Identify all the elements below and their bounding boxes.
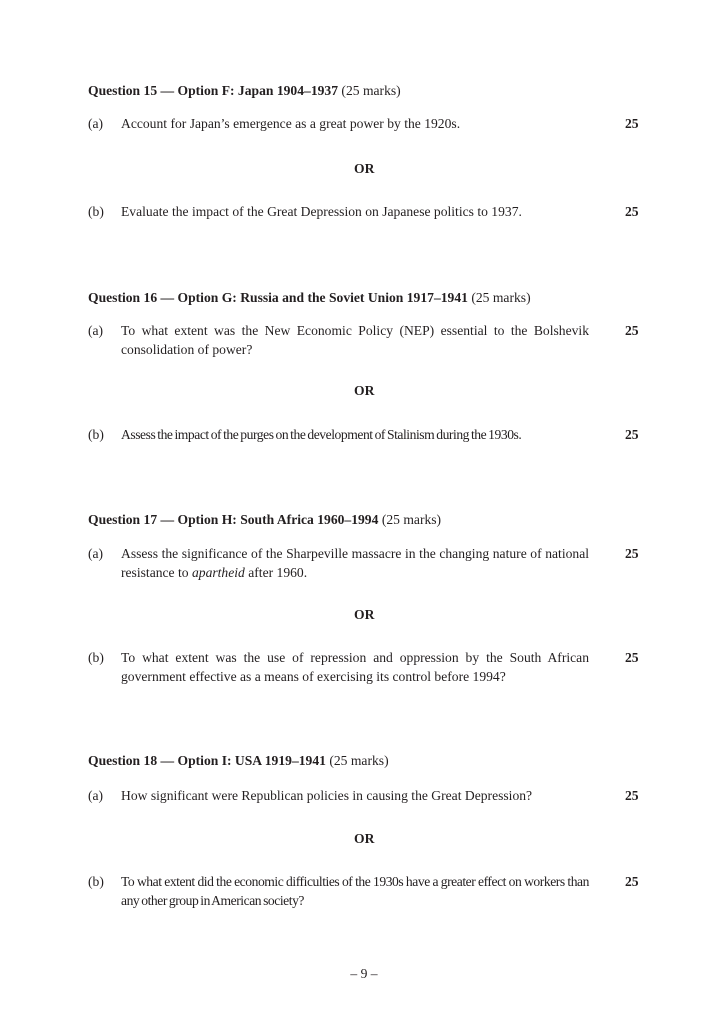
- part-text: Assess the significance of the Sharpeville massacre in the changing nature of national resistance to apartheid after 1960.: [121, 546, 589, 580]
- part-text: Account for Japan’s emergence as a great power by the 1920s.: [121, 116, 461, 131]
- question-heading: [88, 510, 648, 529]
- part-marks: 25: [625, 204, 639, 219]
- question-marks: (25 marks): [329, 753, 389, 768]
- part-text: How significant were Republican policies in causing the Great Depression?: [121, 788, 533, 803]
- part-marks: 25: [625, 874, 639, 889]
- part-marks: 25: [625, 650, 639, 665]
- part-text: Evaluate the impact of the Great Depression on Japanese politics to 1937.: [121, 204, 522, 219]
- part-letter: (b): [88, 427, 104, 442]
- part-letter: (b): [88, 874, 104, 889]
- question-heading: [88, 81, 648, 100]
- page-number: – 9 –: [350, 966, 378, 981]
- part-letter: (a): [88, 116, 104, 131]
- part-marks: 25: [625, 546, 639, 561]
- question-15: Question 15 — Option F: Japan 1904–1937 (25 marks) (a) Account for Japan’s emergence as a great power by the 1920s. 25 OR (b) Evaluate the impact of the Great Depression on Japanese politics to 1937. 25: [88, 81, 648, 100]
- question-title: Question 16 — Option G: Russia and the Soviet Union 1917–1941: [88, 290, 468, 305]
- question-heading: [88, 288, 648, 307]
- part-letter: (b): [88, 204, 104, 219]
- part-letter: (a): [88, 323, 104, 338]
- part-text: Assess the impact of the purges on the development of Stalinism during the 1930s.: [121, 427, 522, 442]
- part-letter: (a): [88, 788, 104, 803]
- part-letter: (a): [88, 546, 104, 561]
- part-marks: 25: [625, 116, 639, 131]
- part-text: To what extent was the use of repression and oppression by the South African government effective as a means of exercising its control before 1994?: [121, 650, 589, 684]
- part-text: To what extent was the New Economic Policy (NEP) essential to the Bolshevik consolidation of power?: [121, 323, 589, 357]
- question-title: Question 17 — Option H: South Africa 1960–1994: [88, 512, 379, 527]
- question-16: Question 16 — Option G: Russia and the Soviet Union 1917–1941 (25 marks) (a) To what extent was the New Economic Policy (NEP) essential to the Bolshevik consolidation of power? 25 OR (b) Assess the impact of the purges on the development of Stalinism during the 1930s. 25: [88, 288, 648, 307]
- question-title: Question 15 — Option F: Japan 1904–1937: [88, 83, 339, 98]
- question-marks: (25 marks): [471, 290, 531, 305]
- italic-term: apartheid: [191, 565, 245, 580]
- part-marks: 25: [625, 788, 639, 803]
- part-text: To what extent did the economic difficulties of the 1930s have a greater effect on workers than any other group in American society?: [121, 874, 589, 908]
- question-17: Question 17 — Option H: South Africa 1960–1994 (25 marks) (a) Assess the significance of the Sharpeville massacre in the changing nature of national resistance to apartheid after 1960. 25 OR (b) To what extent was the use of repression and oppression by the South African government effective as a means of exercising its control before 1994? 25: [88, 510, 648, 529]
- question-marks: (25 marks): [381, 512, 442, 527]
- question-heading: [88, 751, 648, 770]
- question-marks: (25 marks): [341, 83, 401, 98]
- part-letter: (b): [88, 650, 104, 665]
- question-18: Question 18 — Option I: USA 1919–1941 (25 marks) (a) How significant were Republican policies in causing the Great Depression? 25 OR (b) To what extent did the economic difficulties of the 1930s have a greater effect on workers than any other group in American society? 25: [88, 751, 648, 770]
- part-marks: 25: [625, 323, 639, 338]
- question-title: Question 18 — Option I: USA 1919–1941: [88, 753, 326, 768]
- part-marks: 25: [625, 427, 639, 442]
